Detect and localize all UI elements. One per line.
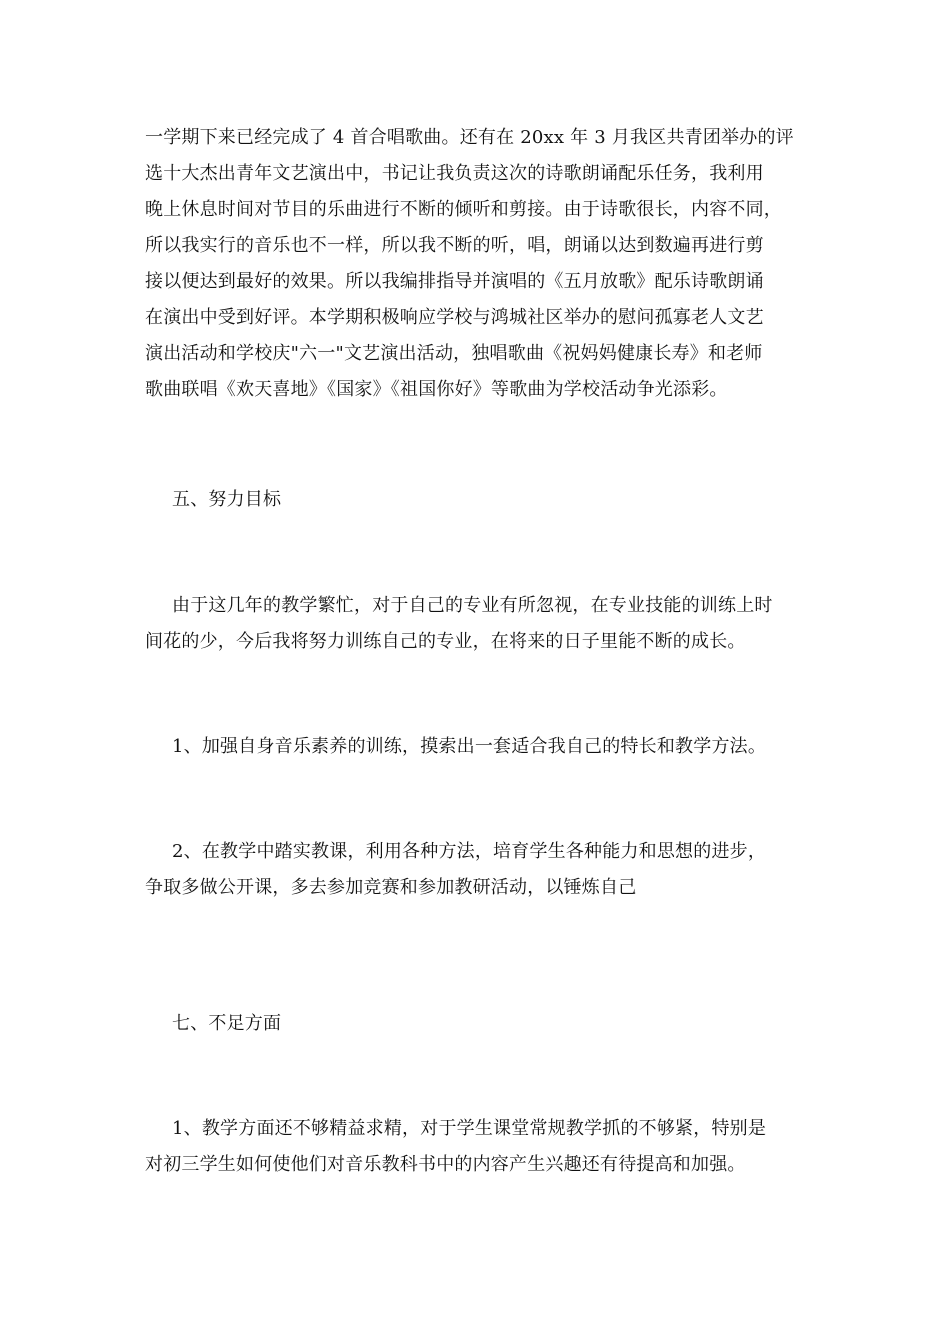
paragraph-line: 对初三学生如何使他们对音乐教科书中的内容产生兴趣还有待提高和加强。 xyxy=(145,1154,746,1175)
paragraph-line: 在演出中受到好评。本学期积极响应学校与鸿城社区举办的慰问孤寡老人文艺 xyxy=(145,307,764,328)
paragraph-line: 由于这几年的教学繁忙，对于自己的专业有所忽视，在专业技能的训练上时 xyxy=(172,595,773,616)
paragraph-line: 选十大杰出青年文艺演出中，书记让我负责这次的诗歌朗诵配乐任务，我利用 xyxy=(145,163,764,184)
goal-item-1: 1、加强自身音乐素养的训练，摸索出一套适合我自己的特长和教学方法。 xyxy=(172,736,767,757)
paragraph-line: 接以便达到最好的效果。所以我编排指导并演唱的《五月放歌》配乐诗歌朗诵 xyxy=(145,271,764,292)
paragraph-line: 晚上休息时间对节目的乐曲进行不断的倾听和剪接。由于诗歌很长，内容不同， xyxy=(145,199,782,220)
section-heading-goals: 五、努力目标 xyxy=(172,489,282,510)
paragraph-line: 争取多做公开课，多去参加竞赛和参加教研活动，以锤炼自己 xyxy=(145,877,637,898)
section-heading-shortcomings: 七、不足方面 xyxy=(172,1013,282,1034)
paragraph-line: 2、在教学中踏实教课，利用各种方法，培育学生各种能力和思想的进步， xyxy=(172,841,767,862)
paragraph-line: 间花的少，今后我将努力训练自己的专业，在将来的日子里能不断的成长。 xyxy=(145,631,746,652)
paragraph-line: 所以我实行的音乐也不一样，所以我不断的听，唱，朗诵以达到数遍再进行剪 xyxy=(145,235,764,256)
paragraph-line: 1、教学方面还不够精益求精，对于学生课堂常规教学抓的不够紧，特别是 xyxy=(172,1118,767,1139)
paragraph-line: 演出活动和学校庆"六一"文艺演出活动，独唱歌曲《祝妈妈健康长寿》和老师 xyxy=(145,343,763,364)
paragraph-line: 一学期下来已经完成了 4 首合唱歌曲。还有在 20xx 年 3 月我区共青团举办的评 xyxy=(145,127,794,148)
paragraph-line: 歌曲联唱《欢天喜地》《国家》《祖国你好》等歌曲为学校活动争光添彩。 xyxy=(145,379,728,400)
